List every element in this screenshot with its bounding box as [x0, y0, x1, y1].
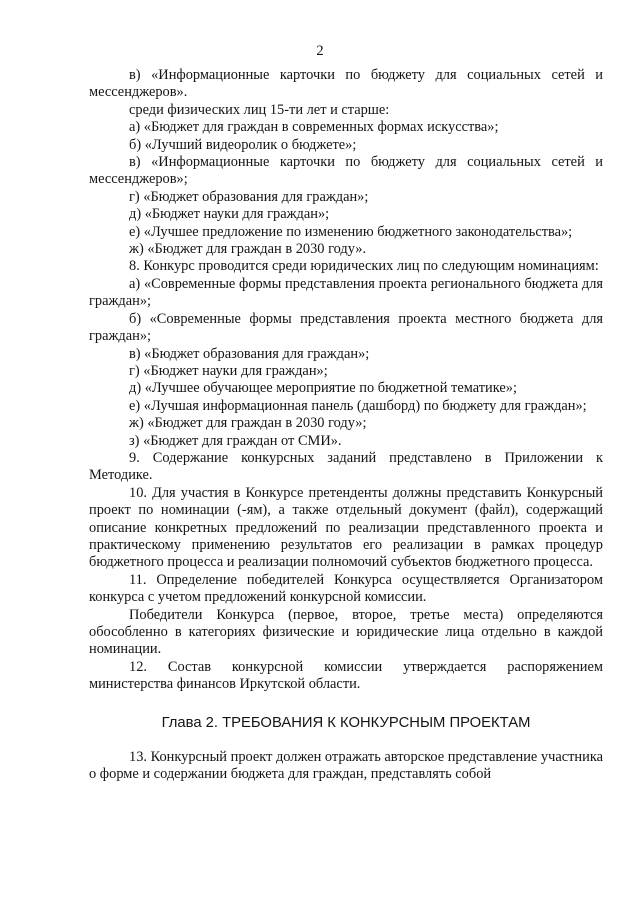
paragraph: б) «Современные формы представления проекта местного бюджета для граждан»; [89, 310, 603, 345]
paragraph: 8. Конкурс проводится среди юридических лиц по следующим номинациям: [129, 258, 599, 275]
paragraph: в) «Информационные карточки по бюджету для социальных сетей и мессенджеров». [89, 67, 603, 101]
paragraph: в) «Бюджет образования для граждан»; [129, 345, 370, 362]
paragraph: а) «Современные формы представления проекта регионального бюджета для граждан»; [89, 275, 603, 310]
paragraph: е) «Лучшая информационная панель (дашборд) по бюджету для граждан»; [129, 397, 587, 414]
paragraph: б) «Лучший видеоролик о бюджете»; [129, 136, 357, 153]
paragraph: среди физических лиц 15-ти лет и старше: [129, 101, 390, 118]
paragraph: ж) «Бюджет для граждан в 2030 году»; [129, 415, 367, 432]
paragraph: а) «Бюджет для граждан в современных формах искусства»; [129, 119, 499, 136]
paragraph: 12. Состав конкурсной комиссии утверждается распоряжением министерства финансов Иркутской области. [89, 658, 603, 693]
paragraph: з) «Бюджет для граждан от СМИ». [129, 432, 342, 449]
paragraph: 9. Содержание конкурсных заданий представлено в Приложении к Методике. [89, 449, 603, 484]
paragraph: ж) «Бюджет для граждан в 2030 году». [129, 241, 367, 258]
paragraph: г) «Бюджет науки для граждан»; [129, 362, 328, 379]
paragraph: д) «Лучшее обучающее мероприятие по бюджетной тематике»; [129, 380, 517, 397]
page-number: 2 [316, 43, 324, 59]
paragraph: Победители Конкурса (первое, второе, третье места) определяются обособленно в категориях физические и юридические лица отдельно в каждой номинации. [89, 606, 603, 658]
paragraph: 10. Для участия в Конкурсе претенденты должны представить Конкурсный проект по номинации (-ям), а также отдельный документ (файл), содержащий описание конкретных предложений по реализации представленного проекта и практическому применению результатов его реализации в рамках процедур бюджетного процесса и реализации полномочий субъектов бюджетного процесса. [89, 484, 603, 571]
chapter-heading: Глава 2. ТРЕБОВАНИЯ К КОНКУРСНЫМ ПРОЕКТАМ [161, 714, 531, 731]
paragraph: д) «Бюджет науки для граждан»; [129, 206, 330, 223]
document-body [89, 67, 603, 784]
paragraph: г) «Бюджет образования для граждан»; [129, 188, 369, 205]
paragraph: е) «Лучшее предложение по изменению бюджетного законодательства»; [129, 223, 573, 240]
paragraph: 13. Конкурсный проект должен отражать авторское представление участника о форме и содержании бюджета для граждан, представлять собой [89, 749, 603, 783]
paragraph: в) «Информационные карточки по бюджету для социальных сетей и мессенджеров»; [89, 154, 603, 188]
paragraph: 11. Определение победителей Конкурса осуществляется Организатором конкурса с учетом предложений конкурсной комиссии. [89, 571, 603, 606]
